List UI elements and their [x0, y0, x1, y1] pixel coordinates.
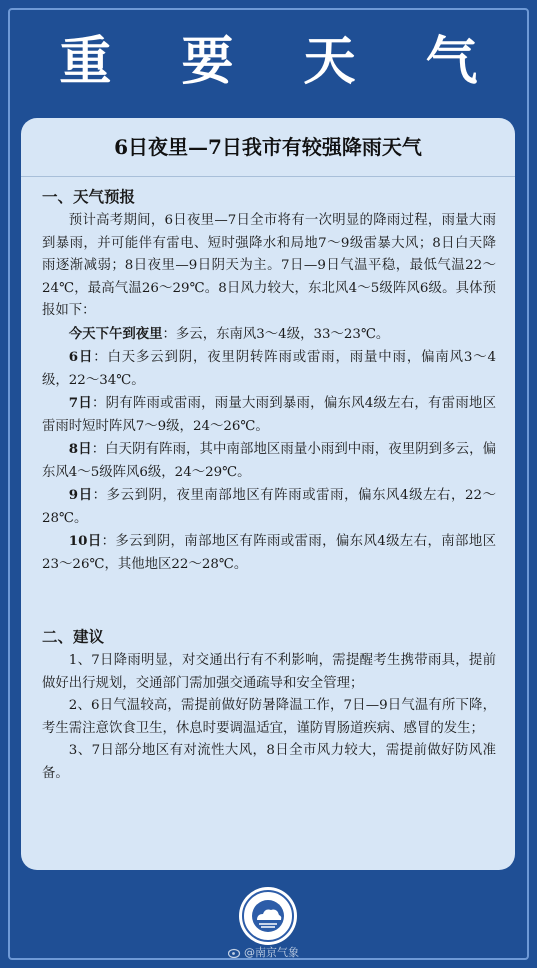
title-divider — [21, 176, 515, 177]
bulletin-content — [42, 180, 496, 785]
day-text: ：白天阴有阵雨，其中南部地区雨量小雨到中雨，夜里阴到多云，偏东风4～5级阵风6级，24～29℃。 — [42, 442, 496, 480]
forecast-day-6 — [42, 346, 496, 392]
forecast-heading: 一、天气预报 — [42, 187, 136, 206]
forecast-day-8 — [42, 438, 496, 484]
advice-heading: 二、建议 — [42, 627, 105, 646]
forecast-day-9 — [42, 484, 496, 530]
advice-item-2: 2、6日气温较高，需提前做好防暑降温工作，7日—9日气温有所下降，考生需注意饮食卫生，休息时要调温适宜，谨防胃肠道疾病、感冒的发生； — [42, 698, 496, 736]
day-label: 今天下午到夜里 — [68, 325, 163, 342]
day-text: ：多云，东南风3～4级，33～23℃。 — [162, 326, 390, 342]
day-label: 6日 — [68, 349, 94, 365]
day-text: ：白天多云到阴，夜里阴转阵雨或雷雨，雨量中雨，偏南风3～4级，22～34℃。 — [42, 350, 496, 388]
day-label: 7日 — [68, 395, 92, 411]
forecast-day-today — [42, 323, 496, 347]
weibo-watermark — [228, 944, 299, 960]
day-label: 8日 — [68, 441, 92, 457]
forecast-intro: 预计高考期间，6日夜里—7日全市将有一次明显的降雨过程，雨量大雨到暴雨，并可能伴有雷电、短时强降水和局地7～9级雷暴大风；8日白天降雨逐渐减弱；8日夜里—9日阴天为主。7日—9日气温平稳，最低气温22～24℃，最高气温26～29℃。8日风力较大，东北风4～5级阵风6级。具体预报如下： — [42, 213, 496, 318]
bulletin-title: 6日夜里—7日我市有较强降雨天气 — [114, 135, 422, 159]
day-label: 10日 — [68, 533, 102, 549]
forecast-day-10 — [42, 530, 496, 576]
day-text: ：多云到阴，夜里南部地区有阵雨或雷雨，偏东风4级左右，22～28℃。 — [42, 488, 496, 526]
day-text: ：多云到阴，南部地区有阵雨或雷雨，偏东风4级左右，南部地区23～26℃，其他地区22～28℃。 — [42, 534, 496, 572]
bulletin-card — [21, 118, 515, 870]
section-spacer — [42, 576, 496, 620]
advice-item-3: 3、7日部分地区有对流性大风，8日全市风力较大，需提前做好防风准备。 — [42, 743, 496, 781]
weibo-icon — [228, 947, 241, 958]
advice-item-1: 1、7日降雨明显，对交通出行有不利影响，需提醒考生携带雨具，提前做好出行规划，交通部门需加强交通疏导和安全管理； — [42, 653, 496, 691]
day-text: ：阴有阵雨或雷雨，雨量大雨到暴雨，偏东风4级左右，有雷雨地区雷雨时短时阵风7～9级，24～26℃。 — [42, 396, 496, 434]
weather-bureau-emblem-icon — [238, 886, 298, 946]
watermark-text: @南京气象 — [244, 946, 299, 959]
forecast-day-7 — [42, 392, 496, 438]
day-label: 9日 — [68, 487, 93, 503]
page-title: 重 要 天 气 — [59, 32, 504, 92]
